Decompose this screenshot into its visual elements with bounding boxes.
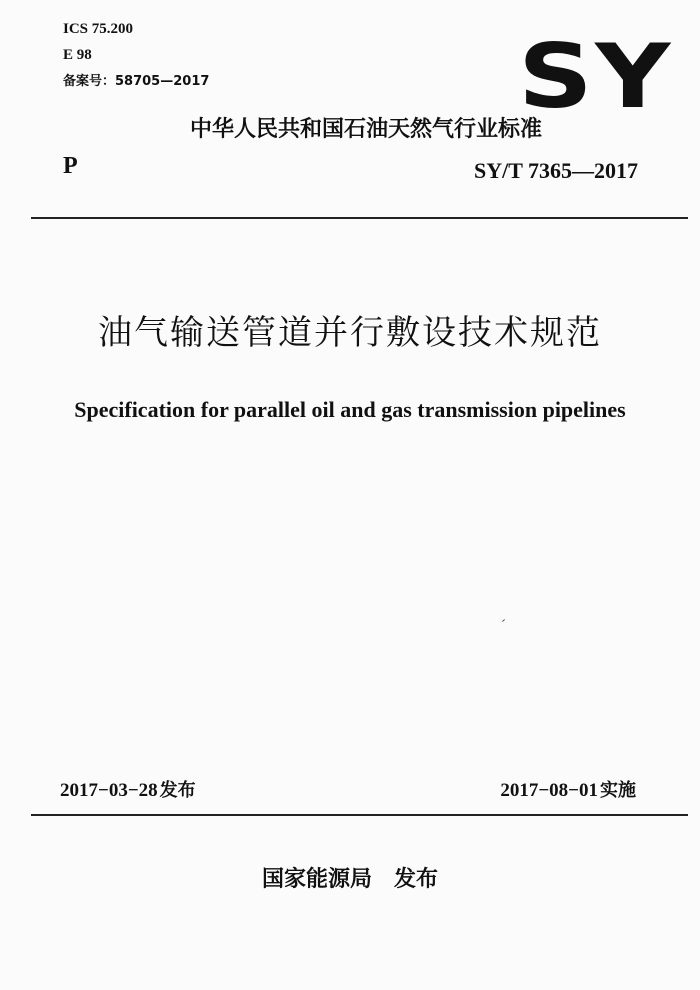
chinese-title: 油气输送管道并行敷设技术规范 [98,313,602,353]
implementation-date: 2017−08−01 [500,780,598,801]
ccs-code: E 98 [63,47,92,63]
issue-date: 2017−03−28 [60,780,158,801]
filing-number: 备案号：58705—2017 [63,74,210,89]
standard-type-title: 中华人民共和国石油天然气行业标准 [190,117,543,142]
sy-logo: SY [518,25,673,128]
standard-number: SY/T 7365—2017 [473,158,638,183]
implementation-label: 实施 [600,780,636,801]
top-divider [31,217,688,219]
implementation-date-line [500,779,636,803]
category-letter: P [63,153,78,179]
issue-date-line [60,779,196,803]
english-title: Specification for parallel oil and gas transmission pipelines [74,397,626,422]
bottom-divider [31,814,688,816]
publisher-name: 国家能源局 [261,867,372,892]
publisher-action: 发布 [394,867,439,892]
scan-speck [502,619,505,622]
ics-code: ICS 75.200 [63,21,134,37]
issue-label: 发布 [159,780,196,801]
publisher-line [0,866,700,894]
